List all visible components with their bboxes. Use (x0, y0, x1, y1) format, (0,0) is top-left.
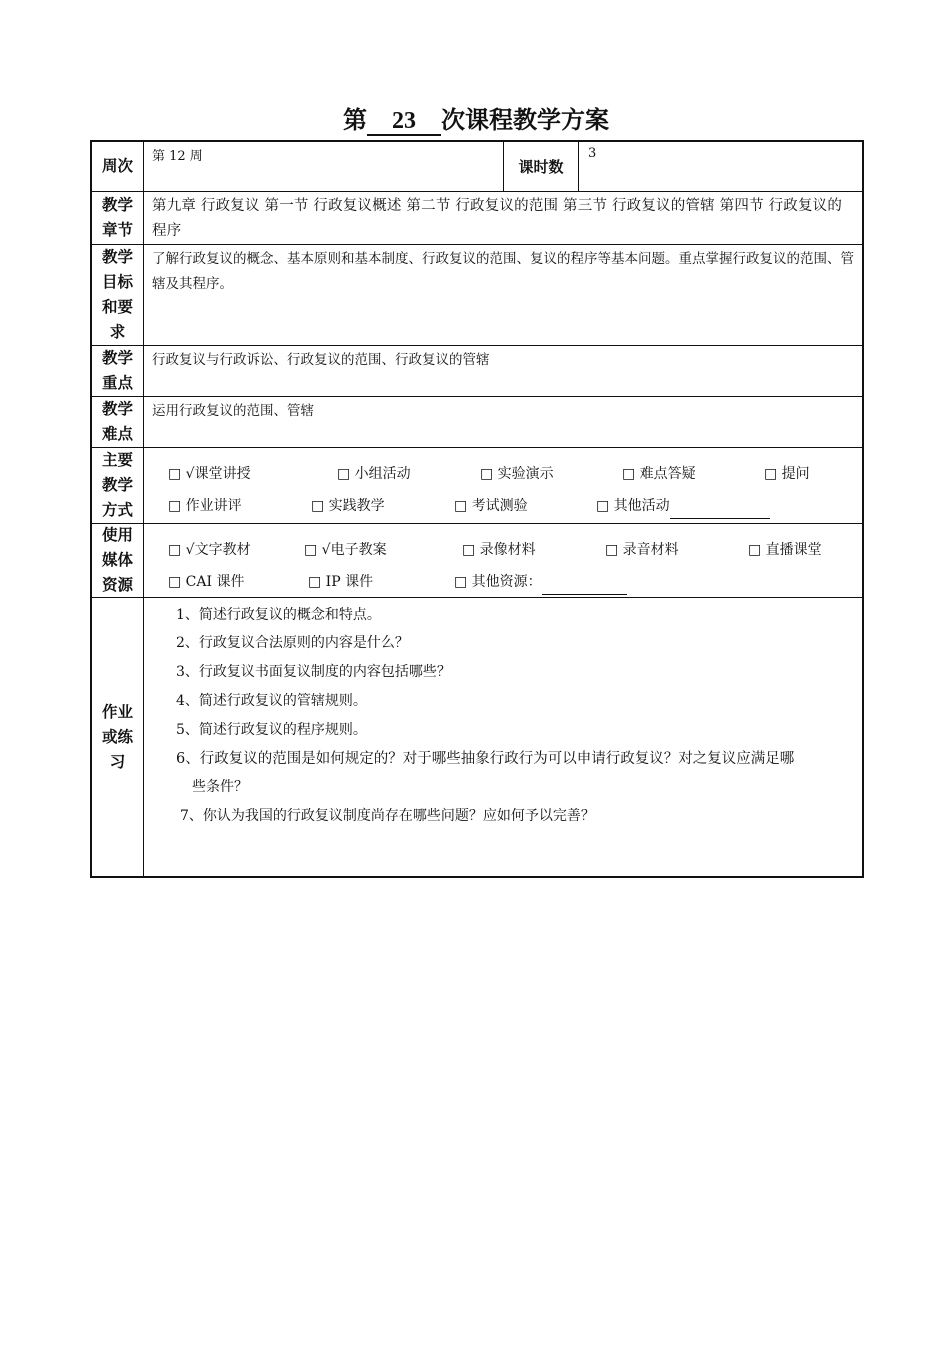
methods-options (144, 448, 862, 523)
homework-item-continued: 些条件？ (192, 779, 248, 795)
homework-item: 2、行政复议合法原则的内容是什么？ (176, 635, 409, 651)
title-suffix: 次课程教学方案 (441, 106, 609, 134)
goals-label: 教学目标和要求 (92, 245, 144, 345)
homework-item: 1、简述行政复议的概念和特点。 (176, 607, 381, 623)
media-option[interactable]: □ √电子教案 (304, 542, 387, 558)
media-option[interactable]: □ 录音材料 (605, 542, 679, 558)
method-option-other[interactable]: □ 其他活动 (596, 494, 770, 519)
difficulty-text: 运用行政复议的范围、管辖 (152, 403, 314, 419)
title-number: 23 (367, 108, 441, 136)
focus-row (92, 346, 862, 397)
method-option[interactable]: □ 实验演示 (480, 466, 554, 482)
method-option[interactable]: □ 作业讲评 (168, 498, 242, 514)
homework-label: 作业或练习 (92, 598, 144, 876)
homework-item: 6、行政复议的范围是如何规定的？对于哪些抽象行政行为可以申请行政复议？对之复议应满足哪 (176, 751, 795, 767)
media-option[interactable]: □ CAI 课件 (168, 574, 245, 590)
hours-value: 3 (588, 146, 597, 161)
method-option[interactable]: □ 实践教学 (311, 498, 385, 514)
media-option[interactable]: □ √文字教材 (168, 542, 251, 558)
homework-item: 4、简述行政复议的管辖规则。 (176, 693, 367, 709)
chapter-label: 教学章节 (92, 192, 144, 244)
title-prefix: 第 (343, 106, 367, 134)
other-activity-blank[interactable] (670, 500, 770, 519)
methods-row (92, 448, 862, 524)
homework-list (144, 598, 862, 876)
homework-row (92, 598, 862, 876)
media-row (92, 524, 862, 598)
week-value: 第 12 周 (152, 149, 203, 164)
method-option[interactable]: □ √课堂讲授 (168, 466, 251, 482)
media-option[interactable]: □ 直播课堂 (748, 542, 822, 558)
homework-item: 5、简述行政复议的程序规则。 (176, 722, 367, 738)
media-options (144, 524, 862, 597)
focus-text: 行政复议与行政诉讼、行政复议的范围、行政复议的管辖 (152, 352, 490, 368)
media-label: 使用媒体资源 (92, 524, 144, 597)
goals-row (92, 245, 862, 346)
chapter-row (92, 192, 862, 245)
chapter-text: 第九章 行政复议 第一节 行政复议概述 第二节 行政复议的范围 第三节 行政复议的管辖 第四节 行政复议的程序 (152, 198, 843, 239)
method-option[interactable]: □ 提问 (764, 466, 810, 482)
difficulty-row (92, 397, 862, 448)
media-option-other[interactable]: □ 其他资源： (454, 570, 627, 595)
methods-label: 主要教学方式 (92, 448, 144, 523)
focus-label: 教学重点 (92, 346, 144, 396)
week-label: 周次 (92, 142, 144, 191)
page-title (0, 100, 952, 136)
lesson-plan-table (90, 140, 864, 878)
homework-item: 7、你认为我国的行政复议制度尚存在哪些问题？应如何予以完善？ (180, 808, 595, 824)
method-option[interactable]: □ 小组活动 (337, 466, 411, 482)
homework-item: 3、行政复议书面复议制度的内容包括哪些？ (176, 664, 451, 680)
media-option[interactable]: □ IP 课件 (308, 574, 374, 590)
hours-label: 课时数 (503, 142, 579, 191)
goals-text: 了解行政复议的概念、基本原则和基本制度、行政复议的范围、复议的程序等基本问题。重点掌握行政复议的范围、管辖及其程序。 (152, 251, 854, 292)
difficulty-label: 教学难点 (92, 397, 144, 447)
week-row (92, 142, 862, 192)
method-option[interactable]: □ 考试测验 (454, 498, 528, 514)
media-option[interactable]: □ 录像材料 (462, 542, 536, 558)
method-option[interactable]: □ 难点答疑 (622, 466, 696, 482)
other-resource-blank[interactable] (542, 576, 627, 595)
